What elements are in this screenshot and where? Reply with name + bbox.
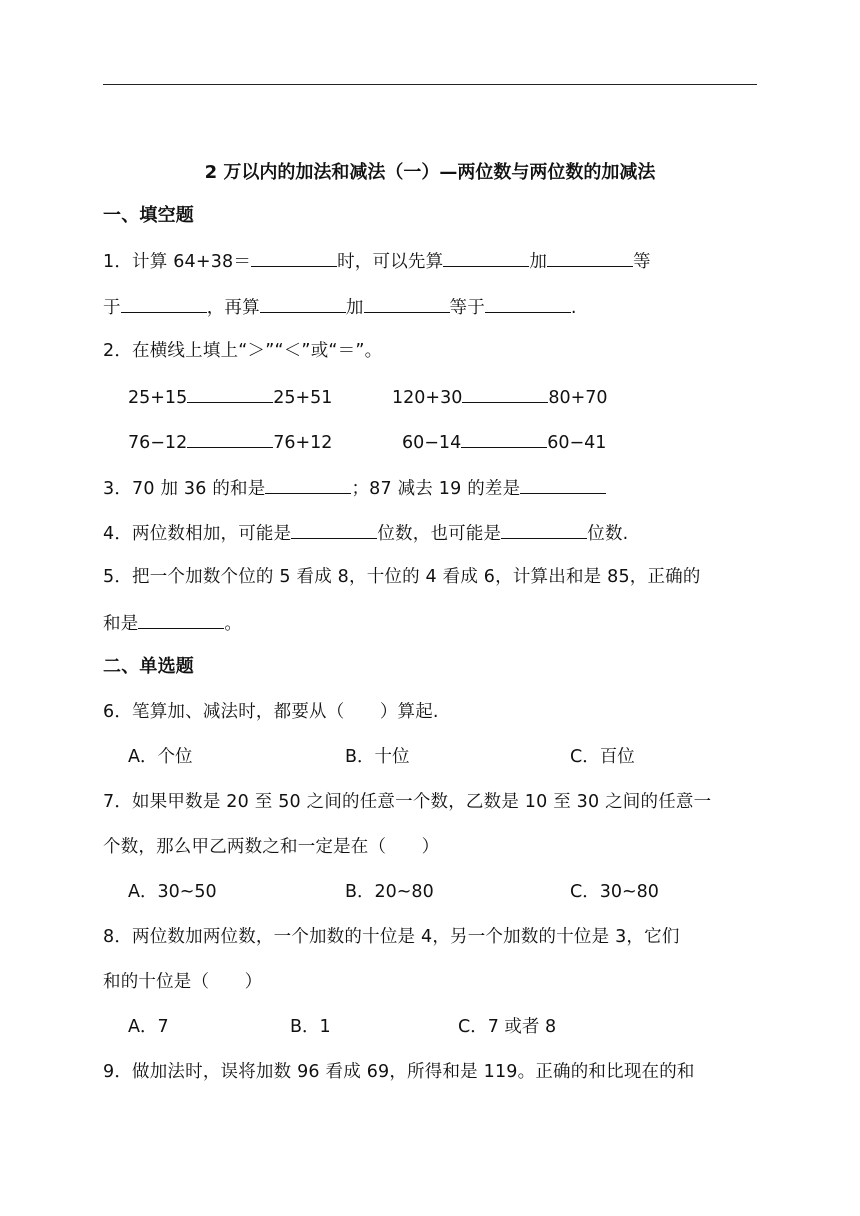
- option-b[interactable]: B．十位: [345, 747, 410, 767]
- answer-blank[interactable]: [265, 475, 351, 494]
- answer-blank[interactable]: [462, 384, 548, 403]
- question-5-line-2: 和是 。: [103, 610, 242, 636]
- question-5-line-1: 5．把一个加数个位的 5 看成 8，十位的 4 看成 6，计算出和是 85，正确的: [103, 567, 701, 587]
- answer-blank[interactable]: [443, 248, 529, 267]
- option-b[interactable]: B．20~80: [345, 882, 434, 902]
- section-fill-in: 一、填空题: [103, 205, 194, 226]
- question-7-line-2: 个数，那么甲乙两数之和一定是在（ ）: [103, 837, 440, 857]
- question-1-line-2: 于 ，再算 加 等于 .: [103, 294, 577, 320]
- option-c[interactable]: C．百位: [570, 747, 635, 767]
- answer-blank[interactable]: [364, 294, 450, 313]
- option-b[interactable]: B．1: [290, 1017, 331, 1037]
- answer-blank[interactable]: [260, 294, 346, 313]
- option-a[interactable]: A．30~50: [128, 882, 217, 902]
- section-single-choice: 二、单选题: [103, 656, 194, 677]
- answer-blank[interactable]: [121, 294, 207, 313]
- comparison-item: 25+15 25+51: [128, 384, 332, 410]
- answer-blank[interactable]: [501, 520, 587, 539]
- question-8-line-2: 和的十位是（ ）: [103, 972, 263, 992]
- answer-blank[interactable]: [251, 248, 337, 267]
- comparison-item: 76−12 76+12: [128, 429, 332, 455]
- question-2-stem: 2．在横线上填上“＞”“＜”或“＝”。: [103, 341, 383, 361]
- answer-blank[interactable]: [547, 248, 633, 267]
- option-a[interactable]: A．7: [128, 1017, 169, 1037]
- question-7-line-1: 7．如果甲数是 20 至 50 之间的任意一个数，乙数是 10 至 30 之间的任意一: [103, 792, 712, 812]
- comparison-item: 120+30 80+70: [392, 384, 608, 410]
- answer-blank[interactable]: [485, 294, 571, 313]
- comparison-item: 60−14 60−41: [402, 429, 606, 455]
- answer-blank[interactable]: [291, 520, 377, 539]
- header-rule: [103, 84, 757, 85]
- question-1-line-1: 1．计算 64+38＝ 时，可以先算 加 等: [103, 248, 651, 274]
- answer-blank[interactable]: [520, 475, 606, 494]
- question-3: 3．70 加 36 的和是 ；87 减去 19 的差是: [103, 475, 606, 501]
- question-6-stem: 6．笔算加、减法时，都要从（ ）算起.: [103, 702, 439, 722]
- option-c[interactable]: C．7 或者 8: [458, 1017, 557, 1037]
- page-title: 2 万以内的加法和减法（一）—两位数与两位数的加减法: [204, 162, 656, 183]
- question-9-line-1: 9．做加法时，误将加数 96 看成 69，所得和是 119。正确的和比现在的和: [103, 1062, 695, 1082]
- option-a[interactable]: A．个位: [128, 747, 193, 767]
- answer-blank[interactable]: [138, 610, 224, 629]
- question-4: 4．两位数相加，可能是 位数，也可能是 位数.: [103, 520, 628, 546]
- question-8-line-1: 8．两位数加两位数，一个加数的十位是 4，另一个加数的十位是 3，它们: [103, 927, 680, 947]
- answer-blank[interactable]: [187, 384, 273, 403]
- option-c[interactable]: C．30~80: [570, 882, 659, 902]
- answer-blank[interactable]: [461, 429, 547, 448]
- answer-blank[interactable]: [187, 429, 273, 448]
